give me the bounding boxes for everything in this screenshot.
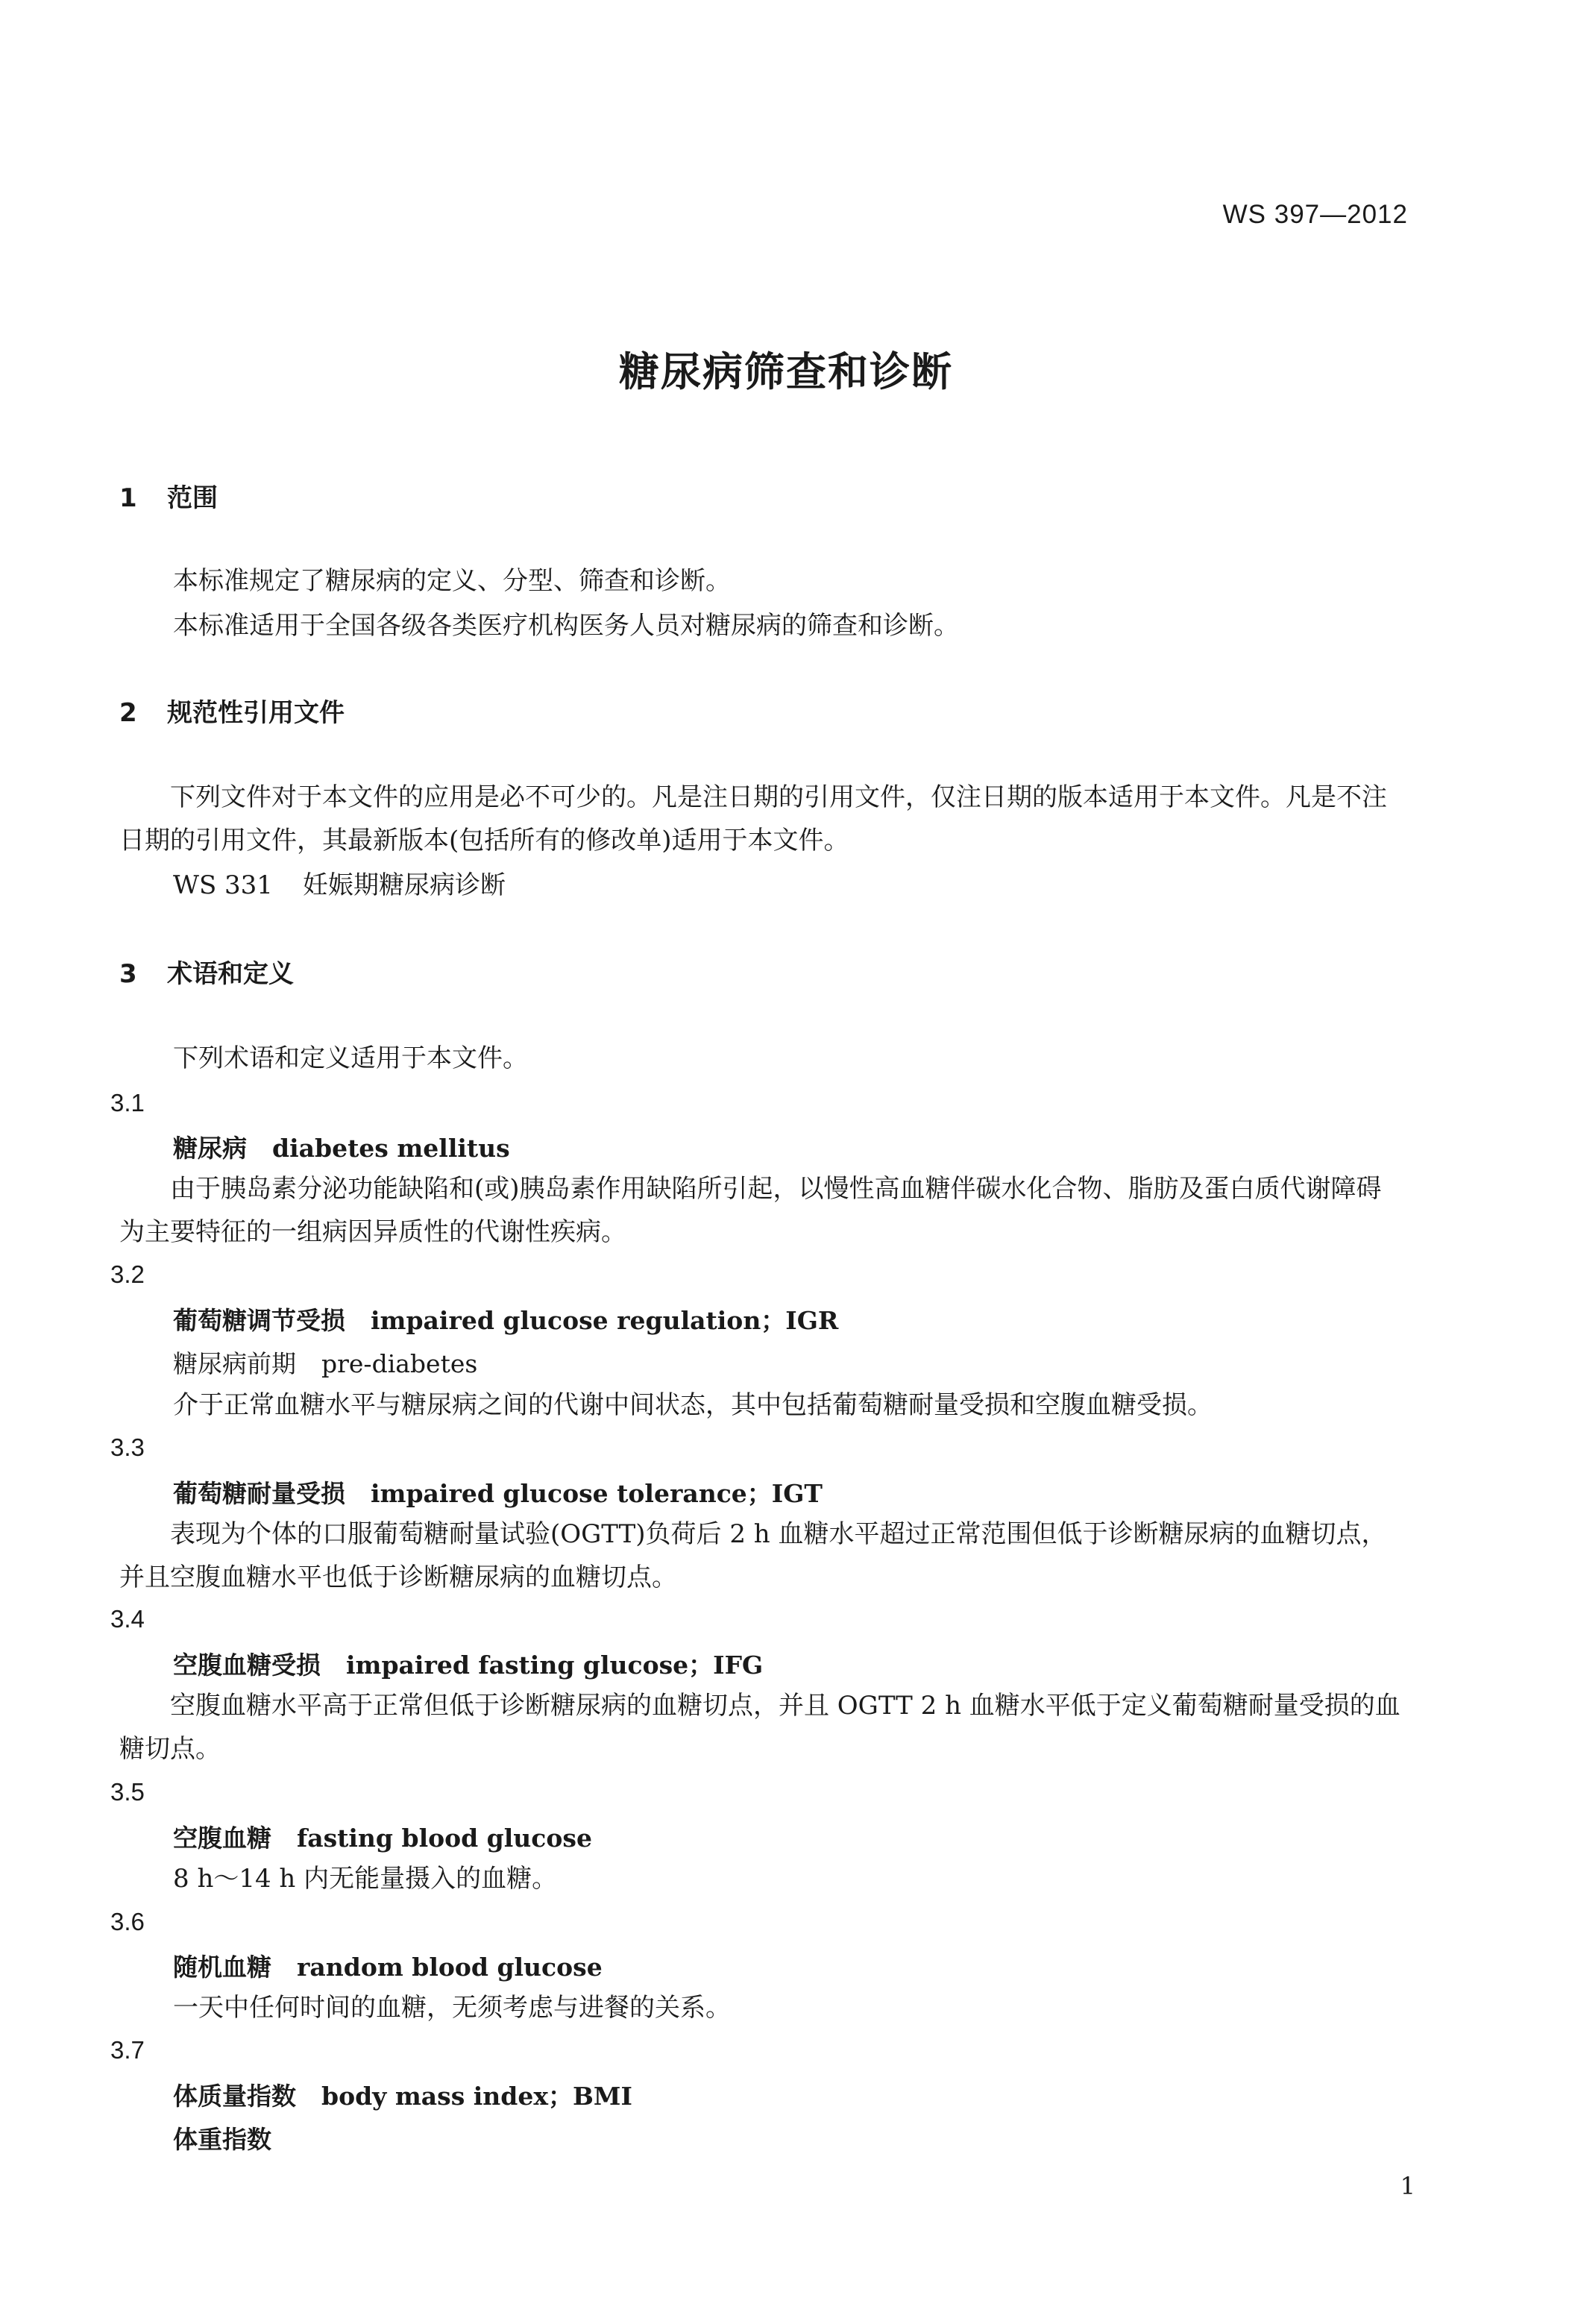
term-synonym: [173, 2120, 271, 2155]
term-definition: 8 h～14 h 内无能量摄入的血糖。: [173, 1864, 558, 1894]
term-en: impaired glucose regulation；IGR: [371, 1306, 839, 1335]
section-2-heading: [119, 692, 345, 729]
term-zh: 体重指数: [173, 2125, 271, 2154]
paragraph: 本标准适用于全国各级各类医疗机构医务人员对糖尿病的筛查和诊断。: [173, 611, 959, 641]
term-heading: [173, 1301, 838, 1337]
term-zh: 糖尿病: [173, 1134, 247, 1163]
term-heading: [173, 1129, 510, 1164]
term-en: impaired glucose tolerance；IGT: [371, 1479, 823, 1508]
reference-code: WS 331: [173, 870, 273, 900]
page-number: 1: [1400, 2172, 1415, 2200]
normative-reference: [173, 864, 506, 907]
clause-number: 3.3: [110, 1433, 145, 1461]
term-heading: [173, 1948, 603, 1983]
term-heading: [173, 2077, 632, 2112]
term-en: impaired fasting glucose；IFG: [346, 1651, 764, 1680]
term-definition: 空腹血糖水平高于正常但低于诊断糖尿病的血糖切点，并且 OGTT 2 h 血糖水平低于定义葡萄糖耐量受损的血糖切点。: [119, 1691, 1400, 1764]
term-en: random blood glucose: [297, 1953, 603, 1982]
term-zh: 葡萄糖耐量受损: [173, 1479, 345, 1508]
term-heading: [173, 1819, 592, 1854]
section-3-heading: [119, 953, 294, 990]
paragraph: 下列文件对于本文件的应用是必不可少的。凡是注日期的引用文件，仅注日期的版本适用于本文件。凡是不注日期的引用文件，其最新版本(包括所有的修改单)适用于本文件。: [119, 782, 1387, 855]
term-definition: 介于正常血糖水平与糖尿病之间的代谢中间状态，其中包括葡萄糖耐量受损和空腹血糖受损。: [173, 1390, 1213, 1420]
term-zh: 随机血糖: [173, 1953, 271, 1982]
clause-number: 3.7: [110, 2036, 145, 2064]
clause-number: 3.1: [110, 1089, 145, 1117]
clause-number: 3.2: [110, 1260, 145, 1288]
section-title: 范围: [167, 483, 218, 513]
document-title: 糖尿病筛查和诊断: [619, 348, 953, 395]
paragraph: 下列术语和定义适用于本文件。: [173, 1043, 528, 1073]
term-heading: [173, 1646, 763, 1681]
term-definition: 表现为个体的口服葡萄糖耐量试验(OGTT)负荷后 2 h 血糖水平超过正常范围但低于诊断糖尿病的血糖切点，并且空腹血糖水平也低于诊断糖尿病的血糖切点。: [119, 1519, 1387, 1592]
section-number: 3: [119, 959, 137, 989]
term-zh: 空腹血糖受损: [173, 1651, 321, 1680]
term-en: body mass index；BMI: [321, 2082, 632, 2111]
term-definition: 由于胰岛素分泌功能缺陷和(或)胰岛素作用缺陷所引起，以慢性高血糖伴碳水化合物、脂肪及蛋白质代谢障碍为主要特征的一组病因异质性的代谢性疾病。: [119, 1174, 1382, 1247]
term-synonym: [173, 1345, 477, 1380]
term-definition: 一天中任何时间的血糖，无须考虑与进餐的关系。: [173, 1993, 731, 2023]
section-title: 术语和定义: [167, 959, 294, 989]
standard-code: WS 397—2012: [1222, 200, 1408, 229]
term-zh: 糖尿病前期: [173, 1349, 296, 1378]
reference-title: 妊娠期糖尿病诊断: [302, 870, 506, 900]
section-number: 2: [119, 698, 137, 728]
section-title: 规范性引用文件: [167, 698, 345, 728]
term-en: pre-diabetes: [321, 1349, 478, 1378]
term-heading: [173, 1475, 823, 1510]
paragraph: 本标准规定了糖尿病的定义、分型、筛查和诊断。: [173, 566, 731, 596]
term-en: diabetes mellitus: [272, 1134, 510, 1163]
term-zh: 体质量指数: [173, 2082, 296, 2111]
term-en: fasting blood glucose: [297, 1824, 592, 1853]
clause-number: 3.5: [110, 1778, 145, 1806]
section-number: 1: [119, 483, 137, 513]
section-1-heading: [119, 477, 218, 514]
clause-number: 3.4: [110, 1605, 145, 1633]
term-zh: 葡萄糖调节受损: [173, 1306, 345, 1335]
clause-number: 3.6: [110, 1908, 145, 1935]
term-zh: 空腹血糖: [173, 1824, 271, 1853]
